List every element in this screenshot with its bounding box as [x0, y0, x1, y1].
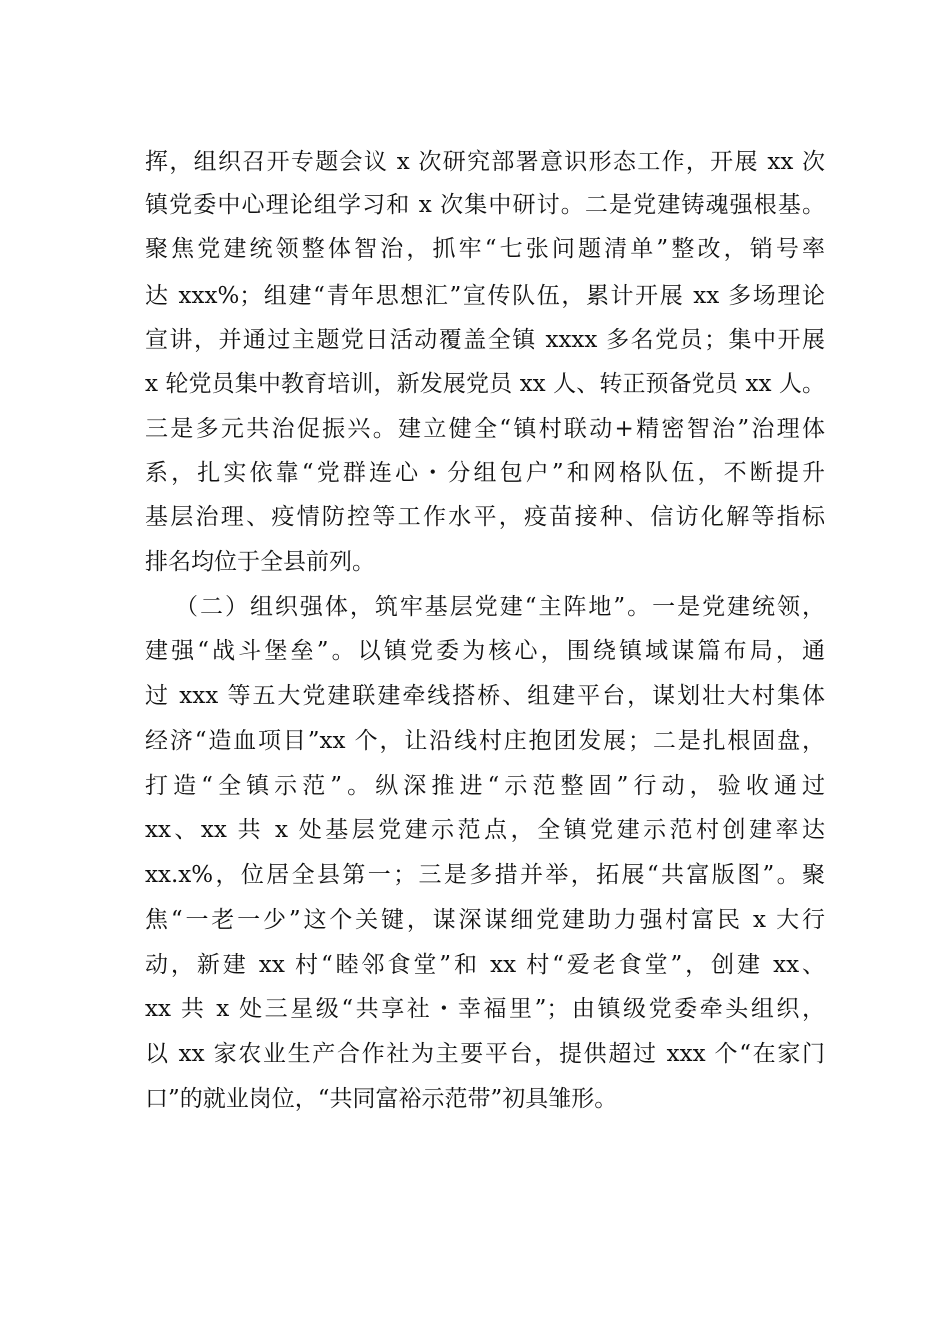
text-line: 经济“造血项目”xx 个，让沿线村庄抱团发展；二是扎根固盘， [145, 728, 825, 754]
text-line: xx.x%，位居全县第一；三是多措并举，拓展“共富版图”。聚 [145, 862, 825, 888]
text-line: 建强“战斗堡垒”。以镇党委为核心，围绕镇域谋篇布局，通 [145, 638, 825, 664]
text-line: 排名均位于全县前列。 [145, 549, 375, 575]
text-line: 系，扎实依靠“党群连心・分组包户”和网格队伍，不断提升 [145, 460, 825, 486]
text-line: xx 共 x 处三星级“共享社・幸福里”；由镇级党委牵头组织， [145, 996, 825, 1022]
text-line: 过 xxx 等五大党建联建牵线搭桥、组建平台，谋划壮大村集体 [145, 683, 825, 709]
text-line: 聚焦党建统领整体智治，抓牢“七张问题清单”整改，销号率 [145, 236, 825, 262]
text-line: 达 xxx%；组建“青年思想汇”宣传队伍，累计开展 xx 多场理论 [145, 283, 825, 309]
text-line: 三是多元共治促振兴。建立健全“镇村联动+精密智治”治理体 [145, 416, 825, 442]
text-line: 焦“一老一少”这个关键，谋深谋细党建助力强村富民 x 大行 [145, 907, 825, 933]
text-line: 动，新建 xx 村“睦邻食堂”和 xx 村“爱老食堂”，创建 xx、 [145, 952, 825, 978]
text-line: x 轮党员集中教育培训，新发展党员 xx 人、转正预备党员 xx 人。 [145, 371, 825, 397]
text-line: 口”的就业岗位，“共同富裕示范带”初具雏形。 [145, 1086, 618, 1112]
text-line: 以 xx 家农业生产合作社为主要平台，提供超过 xxx 个“在家门 [145, 1041, 825, 1067]
text-line: 镇党委中心理论组学习和 x 次集中研讨。二是党建铸魂强根基。 [145, 192, 825, 218]
text-line: xx、xx 共 x 处基层党建示范点，全镇党建示范村创建率达 [145, 817, 825, 843]
text-line: 基层治理、疫情防控等工作水平，疫苗接种、信访化解等指标 [145, 504, 825, 530]
text-line: 宣讲，并通过主题党日活动覆盖全镇 xxxx 多名党员；集中开展 [145, 327, 825, 353]
section-heading-line: （二）组织强体，筑牢基层党建“主阵地”。一是党建统领， [175, 594, 825, 620]
text-line: 打造“全镇示范”。纵深推进“示范整固”行动，验收通过 [145, 773, 825, 799]
text-line: 挥，组织召开专题会议 x 次研究部署意识形态工作，开展 xx 次 [145, 149, 825, 175]
